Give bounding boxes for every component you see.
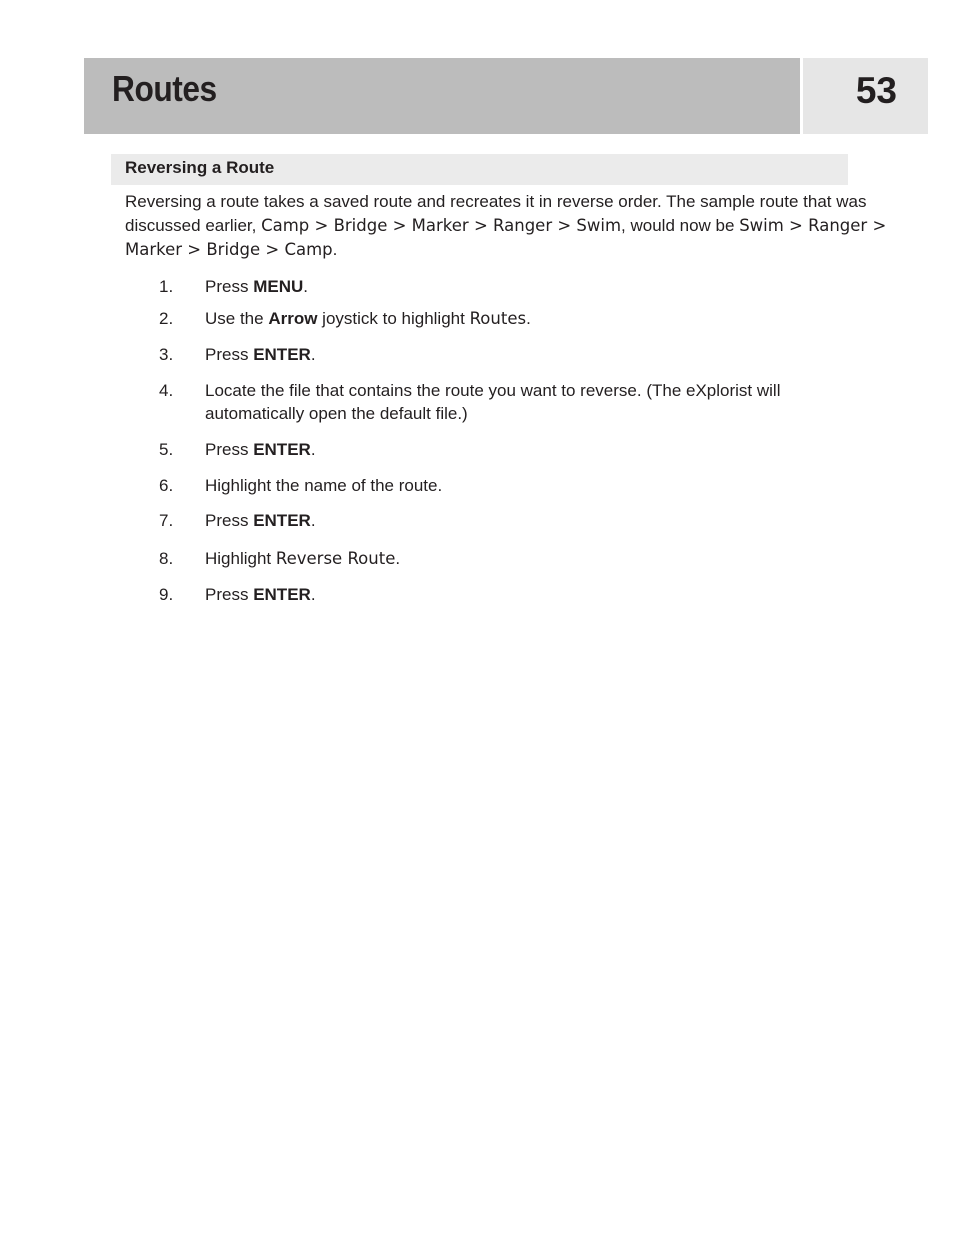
key-name: ENTER xyxy=(253,345,311,364)
step-pre: Press xyxy=(205,277,254,296)
step-text xyxy=(205,307,875,330)
step-post: . xyxy=(310,345,316,364)
intro-text-1: Reversing a route takes a saved route and recreates it in reverse order. The sample route that was discussed earlier, xyxy=(125,192,867,235)
intro-text-2: , would now be xyxy=(621,216,740,235)
key-name: Arrow xyxy=(268,309,318,328)
page-number-box xyxy=(803,58,928,134)
route-forward: Camp > Bridge > Marker > Ranger > Swim xyxy=(261,216,622,235)
page-number: 53 xyxy=(855,70,897,111)
step-number: 9. xyxy=(159,585,174,604)
step-text: Highlight the name of the route. xyxy=(205,476,443,495)
step-text xyxy=(205,583,875,606)
section-header xyxy=(111,154,848,185)
step-number: 4. xyxy=(159,381,174,400)
step-number: 7. xyxy=(159,511,174,530)
screen-name: Reverse Route xyxy=(275,549,396,568)
step-number: 3. xyxy=(159,345,174,364)
step-pre: Press xyxy=(205,345,254,364)
step-text xyxy=(205,275,875,298)
route-reverse: Swim > Ranger > Marker > Bridge > Camp xyxy=(125,216,887,259)
step-number: 8. xyxy=(159,549,174,568)
step-pre: Press xyxy=(205,440,254,459)
step-post: . xyxy=(310,511,316,530)
key-name: ENTER xyxy=(253,440,311,459)
step-post: . xyxy=(526,309,531,328)
key-name: MENU xyxy=(253,277,304,296)
chapter-header xyxy=(84,58,800,134)
intro-paragraph xyxy=(125,190,905,262)
step-text xyxy=(205,509,875,532)
step-number: 1. xyxy=(159,277,174,296)
step-text xyxy=(205,547,875,570)
section-title: Reversing a Route xyxy=(125,158,275,177)
step-number: 6. xyxy=(159,476,174,495)
step-number: 2. xyxy=(159,309,174,328)
step-number: 5. xyxy=(159,440,174,459)
step-mid: joystick to highlight xyxy=(317,309,470,328)
chapter-title: Routes xyxy=(112,68,217,109)
key-name: ENTER xyxy=(253,511,311,530)
step-pre: Press xyxy=(205,511,254,530)
step-text: Locate the file that contains the route you want to reverse. (The eXplorist will automatically open the default file.) xyxy=(205,381,781,423)
step-pre: Use the xyxy=(205,309,269,328)
step-post: . xyxy=(395,549,401,568)
intro-text-3: . xyxy=(332,240,338,259)
step-text xyxy=(205,438,875,461)
step-pre: Highlight xyxy=(205,549,276,568)
step-post: . xyxy=(310,440,316,459)
step-pre: Press xyxy=(205,585,254,604)
screen-name: Routes xyxy=(469,309,527,328)
step-text xyxy=(205,343,875,366)
step-post: . xyxy=(310,585,316,604)
key-name: ENTER xyxy=(253,585,311,604)
step-post: . xyxy=(303,277,308,296)
